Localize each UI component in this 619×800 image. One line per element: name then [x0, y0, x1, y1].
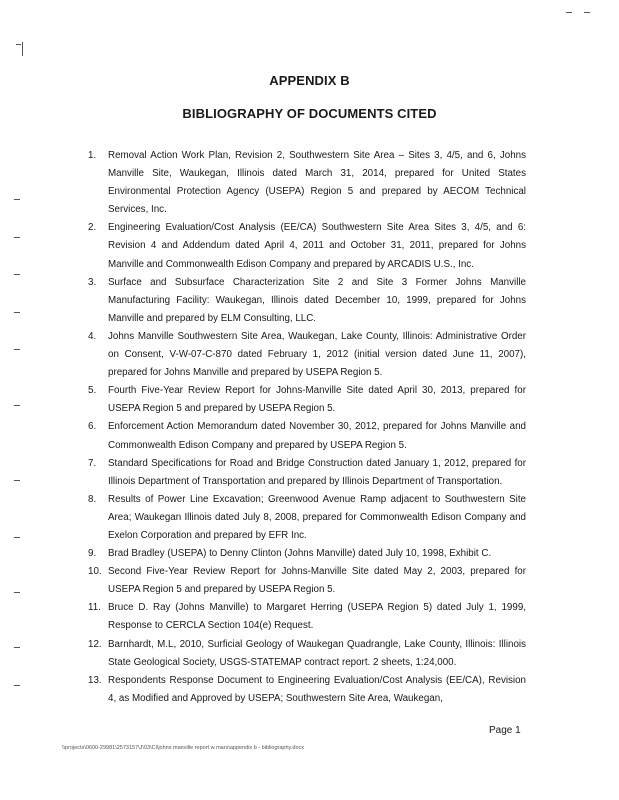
reference-item-6: [88, 418, 526, 454]
scan-mark-left-3: [14, 274, 20, 275]
reference-text: Barnhardt, M.L, 2010, Surficial Geology of Waukegan Quadrangle, Lake County, Illinois: Illinois State Geological Society, USGS-STATEMAP contract report. 2 sheets, 1:24,000.: [108, 638, 526, 668]
scan-mark-left-10: [14, 647, 20, 648]
reference-item-4: [88, 328, 526, 382]
reference-text: Bruce D. Ray (Johns Manville) to Margaret Herring (USEPA Region 5) dated July 1, 1999, Response to CERCLA Section 104(e) Request.: [108, 602, 526, 632]
scan-mark-top-left: [22, 42, 23, 56]
reference-number: 7.: [88, 457, 97, 469]
scan-mark-top-right-2: [584, 12, 590, 13]
reference-number: 6.: [88, 421, 97, 433]
reference-text: Johns Manville Southwestern Site Area, Waukegan, Lake County, Illinois: Administrative Order on Consent, V-W-07-C-870 dated February 1, 2012 (initial version dated June 11, 2007), prepared for Johns Manville and prepared by USEPA Region 5.: [108, 330, 526, 379]
page-number: Page 1: [489, 725, 521, 736]
reference-number: 11.: [88, 602, 101, 614]
reference-number: 4.: [88, 330, 97, 342]
bibliography-title: BIBLIOGRAPHY OF DOCUMENTS CITED: [182, 106, 437, 121]
reference-item-10: [88, 563, 526, 599]
reference-text: Engineering Evaluation/Cost Analysis (EE/CA) Southwestern Site Area Sites 3, 4/5, and 6: Revision 4 and Addendum dated April 4, 2011 and October 31, 2011, prepared for Johns Manville and Commonwealth Edison Company and prepared by ARCADIS U.S., Inc.: [108, 222, 526, 270]
reference-text: Surface and Subsurface Characterization Site 2 and Site 3 Former Johns Manville Manufacturing Facility: Waukegan, Illinois dated December 10, 1999, prepared for Johns Manville and prepared by ELM Consulting, LLC.: [108, 276, 526, 324]
reference-number: 12.: [88, 638, 102, 650]
reference-text: Removal Action Work Plan, Revision 2, Southwestern Site Area – Sites 3, 4/5, and 6, Johns Manville Site, Waukegan, Illinois dated March 31, 2014, prepared for United States Environmental Protection Agency (USEPA) Region 5 and prepared by AECOM Technical Services, Inc.: [108, 150, 526, 216]
scan-mark-left-8: [14, 537, 20, 538]
reference-number: 2.: [88, 222, 97, 234]
scan-mark-left-2: [14, 237, 20, 238]
reference-item-11: [88, 599, 526, 635]
scan-mark-left-5: [14, 349, 20, 350]
reference-item-12: [88, 636, 526, 672]
reference-number: 9.: [88, 548, 97, 560]
file-path: \\projects\0600-29981\2573157\J\03\Cl\johns manville report w mars\appendix b - bibliography.docx: [62, 745, 305, 751]
scan-mark-left-11: [14, 685, 20, 686]
reference-text: Enforcement Action Memorandum dated November 30, 2012, prepared for Johns Manville and Commonwealth Edison Company and prepared by USEPA Region 5.: [108, 421, 526, 451]
reference-text: Results of Power Line Excavation; Greenwood Avenue Ramp adjacent to Southwestern Site Area; Waukegan Illinois dated July 8, 2008, prepared for Commonwealth Edison Company and Exelon Corporation and prepared by EFR Inc.: [108, 493, 526, 541]
scan-mark-top-left-dot: [16, 44, 21, 45]
reference-text: Respondents Response Document to Engineering Evaluation/Cost Analysis (EE/CA), Revision 4, as Modified and Approved by USEPA; Southwestern Site Area, Waukegan,: [108, 674, 526, 704]
scan-mark-left-7: [14, 480, 20, 481]
scan-mark-left-9: [14, 592, 20, 593]
reference-item-2: [88, 219, 526, 273]
scan-mark-left-4: [14, 312, 20, 313]
reference-text: Second Five-Year Review Report for Johns-Manville Site dated May 2, 2003, prepared for USEPA Region 5 and prepared by USEPA Region 5.: [108, 566, 526, 596]
reference-text: Brad Bradley (USEPA) to Denny Clinton (Johns Manville) dated July 10, 1998, Exhibit C.: [108, 548, 492, 560]
reference-number: 8.: [88, 493, 97, 505]
reference-text: Fourth Five-Year Review Report for Johns-Manville Site dated April 30, 2013, prepared for USEPA Region 5 and prepared by USEPA Region 5.: [108, 385, 526, 415]
reference-item-5: [88, 382, 526, 418]
reference-item-7: [88, 455, 526, 491]
reference-item-8: [88, 491, 526, 545]
scan-mark-left-6: [14, 405, 20, 406]
reference-item-9: [88, 545, 526, 563]
scan-mark-top-right: [566, 12, 572, 13]
reference-text: Standard Specifications for Road and Bridge Construction dated January 1, 2012, prepared for Illinois Department of Transportation and prepared by Illinois Department of Transportation.: [108, 457, 526, 487]
reference-number: 10.: [88, 566, 102, 578]
appendix-title: APPENDIX B: [269, 73, 350, 88]
reference-item-13: [88, 672, 526, 708]
reference-number: 13.: [88, 674, 102, 686]
scan-mark-left-1: [14, 199, 20, 200]
reference-list: [88, 147, 526, 708]
reference-number: 5.: [88, 385, 97, 397]
reference-number: 3.: [88, 276, 97, 288]
reference-number: 1.: [88, 150, 97, 161]
reference-item-1: [88, 147, 526, 219]
reference-item-3: [88, 274, 526, 328]
